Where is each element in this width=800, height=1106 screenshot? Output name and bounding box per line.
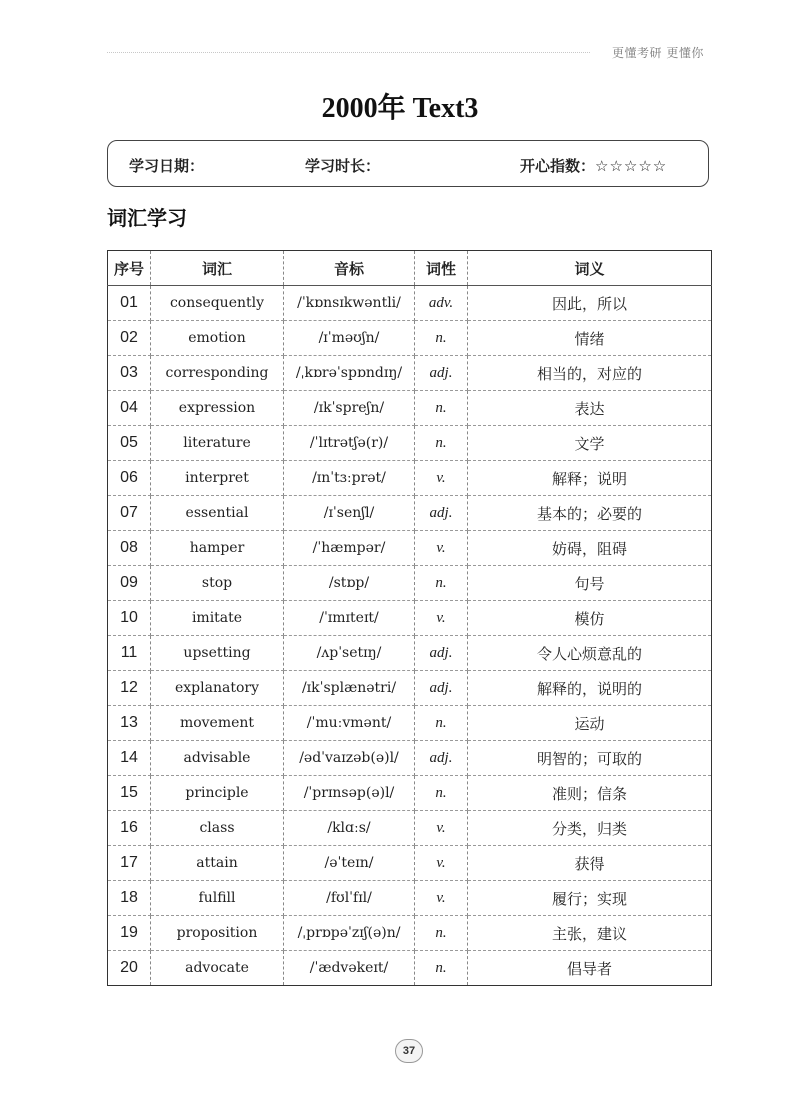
cell-part-of-speech: n. — [415, 706, 468, 741]
cell-part-of-speech: v. — [415, 846, 468, 881]
cell-phonetic: /ədˈvaɪzəb(ə)l/ — [284, 741, 415, 776]
cell-num: 08 — [108, 531, 151, 566]
cell-meaning: 运动 — [468, 706, 712, 741]
cell-meaning: 解释；说明 — [468, 461, 712, 496]
cell-part-of-speech: v. — [415, 811, 468, 846]
cell-word: advocate — [151, 951, 284, 986]
cell-meaning: 模仿 — [468, 601, 712, 636]
cell-part-of-speech: n. — [415, 566, 468, 601]
table-row — [108, 426, 712, 461]
cell-part-of-speech: v. — [415, 881, 468, 916]
table-row — [108, 741, 712, 776]
cell-num: 17 — [108, 846, 151, 881]
cell-num: 19 — [108, 916, 151, 951]
section-title: 词汇学习 — [107, 206, 187, 230]
cell-part-of-speech: adj. — [415, 496, 468, 531]
cell-meaning: 令人心烦意乱的 — [468, 636, 712, 671]
column-header-phonetic: 音标 — [284, 251, 415, 286]
cell-word: upsetting — [151, 636, 284, 671]
cell-phonetic: /əˈteɪn/ — [284, 846, 415, 881]
table-row — [108, 881, 712, 916]
table-row — [108, 496, 712, 531]
cell-meaning: 因此，所以 — [468, 286, 712, 321]
cell-phonetic: /ɪˈməʊʃn/ — [284, 321, 415, 356]
cell-part-of-speech: n. — [415, 951, 468, 986]
cell-phonetic: /klɑːs/ — [284, 811, 415, 846]
cell-phonetic: /ʌpˈsetɪŋ/ — [284, 636, 415, 671]
cell-part-of-speech: v. — [415, 461, 468, 496]
cell-phonetic: /stɒp/ — [284, 566, 415, 601]
table-row — [108, 391, 712, 426]
cell-phonetic: /ˌkɒrəˈspɒndɪŋ/ — [284, 356, 415, 391]
happiness-label: 开心指数： — [520, 157, 596, 175]
cell-part-of-speech: n. — [415, 391, 468, 426]
study-duration-label: 学习时长： — [305, 157, 381, 175]
cell-num: 11 — [108, 636, 151, 671]
cell-num: 12 — [108, 671, 151, 706]
cell-part-of-speech: n. — [415, 321, 468, 356]
cell-part-of-speech: adv. — [415, 286, 468, 321]
cell-meaning: 主张，建议 — [468, 916, 712, 951]
table-row — [108, 776, 712, 811]
cell-meaning: 相当的，对应的 — [468, 356, 712, 391]
cell-meaning: 句号 — [468, 566, 712, 601]
cell-meaning: 妨碍，阻碍 — [468, 531, 712, 566]
table-row — [108, 356, 712, 391]
table-row — [108, 636, 712, 671]
table-row — [108, 601, 712, 636]
table-row — [108, 811, 712, 846]
column-header-pos: 词性 — [415, 251, 468, 286]
cell-num: 13 — [108, 706, 151, 741]
cell-num: 05 — [108, 426, 151, 461]
cell-num: 06 — [108, 461, 151, 496]
cell-word: imitate — [151, 601, 284, 636]
cell-phonetic: /ɪkˈspreʃn/ — [284, 391, 415, 426]
cell-num: 04 — [108, 391, 151, 426]
cell-meaning: 分类，归类 — [468, 811, 712, 846]
cell-word: expression — [151, 391, 284, 426]
star-rating[interactable]: ☆☆☆☆☆ — [595, 157, 668, 175]
table-row — [108, 461, 712, 496]
cell-phonetic: /ˈmuːvmənt/ — [284, 706, 415, 741]
table-row — [108, 671, 712, 706]
column-header-num: 序号 — [108, 251, 151, 286]
cell-phonetic: /ɪˈsenʃl/ — [284, 496, 415, 531]
cell-word: emotion — [151, 321, 284, 356]
cell-num: 09 — [108, 566, 151, 601]
cell-word: consequently — [151, 286, 284, 321]
column-header-meaning: 词义 — [468, 251, 712, 286]
table-row — [108, 916, 712, 951]
happiness-index — [520, 155, 667, 176]
cell-word: proposition — [151, 916, 284, 951]
cell-meaning: 倡导者 — [468, 951, 712, 986]
cell-phonetic: /fʊlˈfɪl/ — [284, 881, 415, 916]
study-info-box — [107, 140, 709, 187]
cell-meaning: 履行；实现 — [468, 881, 712, 916]
cell-meaning: 文学 — [468, 426, 712, 461]
cell-num: 01 — [108, 286, 151, 321]
cell-num: 16 — [108, 811, 151, 846]
cell-num: 18 — [108, 881, 151, 916]
cell-word: stop — [151, 566, 284, 601]
cell-num: 03 — [108, 356, 151, 391]
cell-num: 10 — [108, 601, 151, 636]
page-title: 2000年 Text3 — [321, 93, 479, 124]
cell-part-of-speech: adj. — [415, 356, 468, 391]
cell-num: 14 — [108, 741, 151, 776]
cell-phonetic: /ˈɪmɪteɪt/ — [284, 601, 415, 636]
cell-part-of-speech: v. — [415, 601, 468, 636]
table-row — [108, 846, 712, 881]
table-row — [108, 706, 712, 741]
cell-part-of-speech: n. — [415, 776, 468, 811]
cell-word: essential — [151, 496, 284, 531]
cell-meaning: 解释的，说明的 — [468, 671, 712, 706]
cell-num: 15 — [108, 776, 151, 811]
cell-phonetic: /ɪkˈsplænətri/ — [284, 671, 415, 706]
cell-meaning: 基本的；必要的 — [468, 496, 712, 531]
cell-word: hamper — [151, 531, 284, 566]
cell-word: class — [151, 811, 284, 846]
table-row — [108, 531, 712, 566]
cell-phonetic: /ɪnˈtɜːprət/ — [284, 461, 415, 496]
cell-phonetic: /ˈlɪtrətʃə(r)/ — [284, 426, 415, 461]
page-number: 37 — [395, 1039, 423, 1063]
cell-word: explanatory — [151, 671, 284, 706]
column-header-word: 词汇 — [151, 251, 284, 286]
cell-phonetic: /ˈædvəkeɪt/ — [284, 951, 415, 986]
cell-part-of-speech: n. — [415, 916, 468, 951]
cell-word: literature — [151, 426, 284, 461]
cell-word: movement — [151, 706, 284, 741]
cell-word: fulfill — [151, 881, 284, 916]
table-row — [108, 951, 712, 986]
cell-meaning: 获得 — [468, 846, 712, 881]
cell-word: advisable — [151, 741, 284, 776]
table-header-row — [108, 251, 712, 286]
table-row — [108, 286, 712, 321]
cell-meaning: 表达 — [468, 391, 712, 426]
cell-meaning: 明智的；可取的 — [468, 741, 712, 776]
cell-num: 07 — [108, 496, 151, 531]
header-divider — [107, 52, 590, 53]
cell-phonetic: /ˌprɒpəˈzɪʃ(ə)n/ — [284, 916, 415, 951]
cell-meaning: 情绪 — [468, 321, 712, 356]
cell-phonetic: /ˈkɒnsɪkwəntli/ — [284, 286, 415, 321]
cell-meaning: 准则；信条 — [468, 776, 712, 811]
cell-part-of-speech: adj. — [415, 636, 468, 671]
cell-word: corresponding — [151, 356, 284, 391]
cell-num: 02 — [108, 321, 151, 356]
vocabulary-table — [107, 250, 712, 986]
table-row — [108, 566, 712, 601]
cell-word: interpret — [151, 461, 284, 496]
vocabulary-table-body — [108, 286, 712, 986]
cell-phonetic: /ˈprɪnsəp(ə)l/ — [284, 776, 415, 811]
table-row — [108, 321, 712, 356]
cell-part-of-speech: adj. — [415, 741, 468, 776]
cell-word: principle — [151, 776, 284, 811]
cell-part-of-speech: adj. — [415, 671, 468, 706]
cell-phonetic: /ˈhæmpər/ — [284, 531, 415, 566]
cell-part-of-speech: n. — [415, 426, 468, 461]
study-date-label: 学习日期： — [129, 157, 205, 175]
cell-word: attain — [151, 846, 284, 881]
cell-part-of-speech: v. — [415, 531, 468, 566]
cell-num: 20 — [108, 951, 151, 986]
header-slogan: 更懂考研 更懂你 — [612, 46, 704, 60]
